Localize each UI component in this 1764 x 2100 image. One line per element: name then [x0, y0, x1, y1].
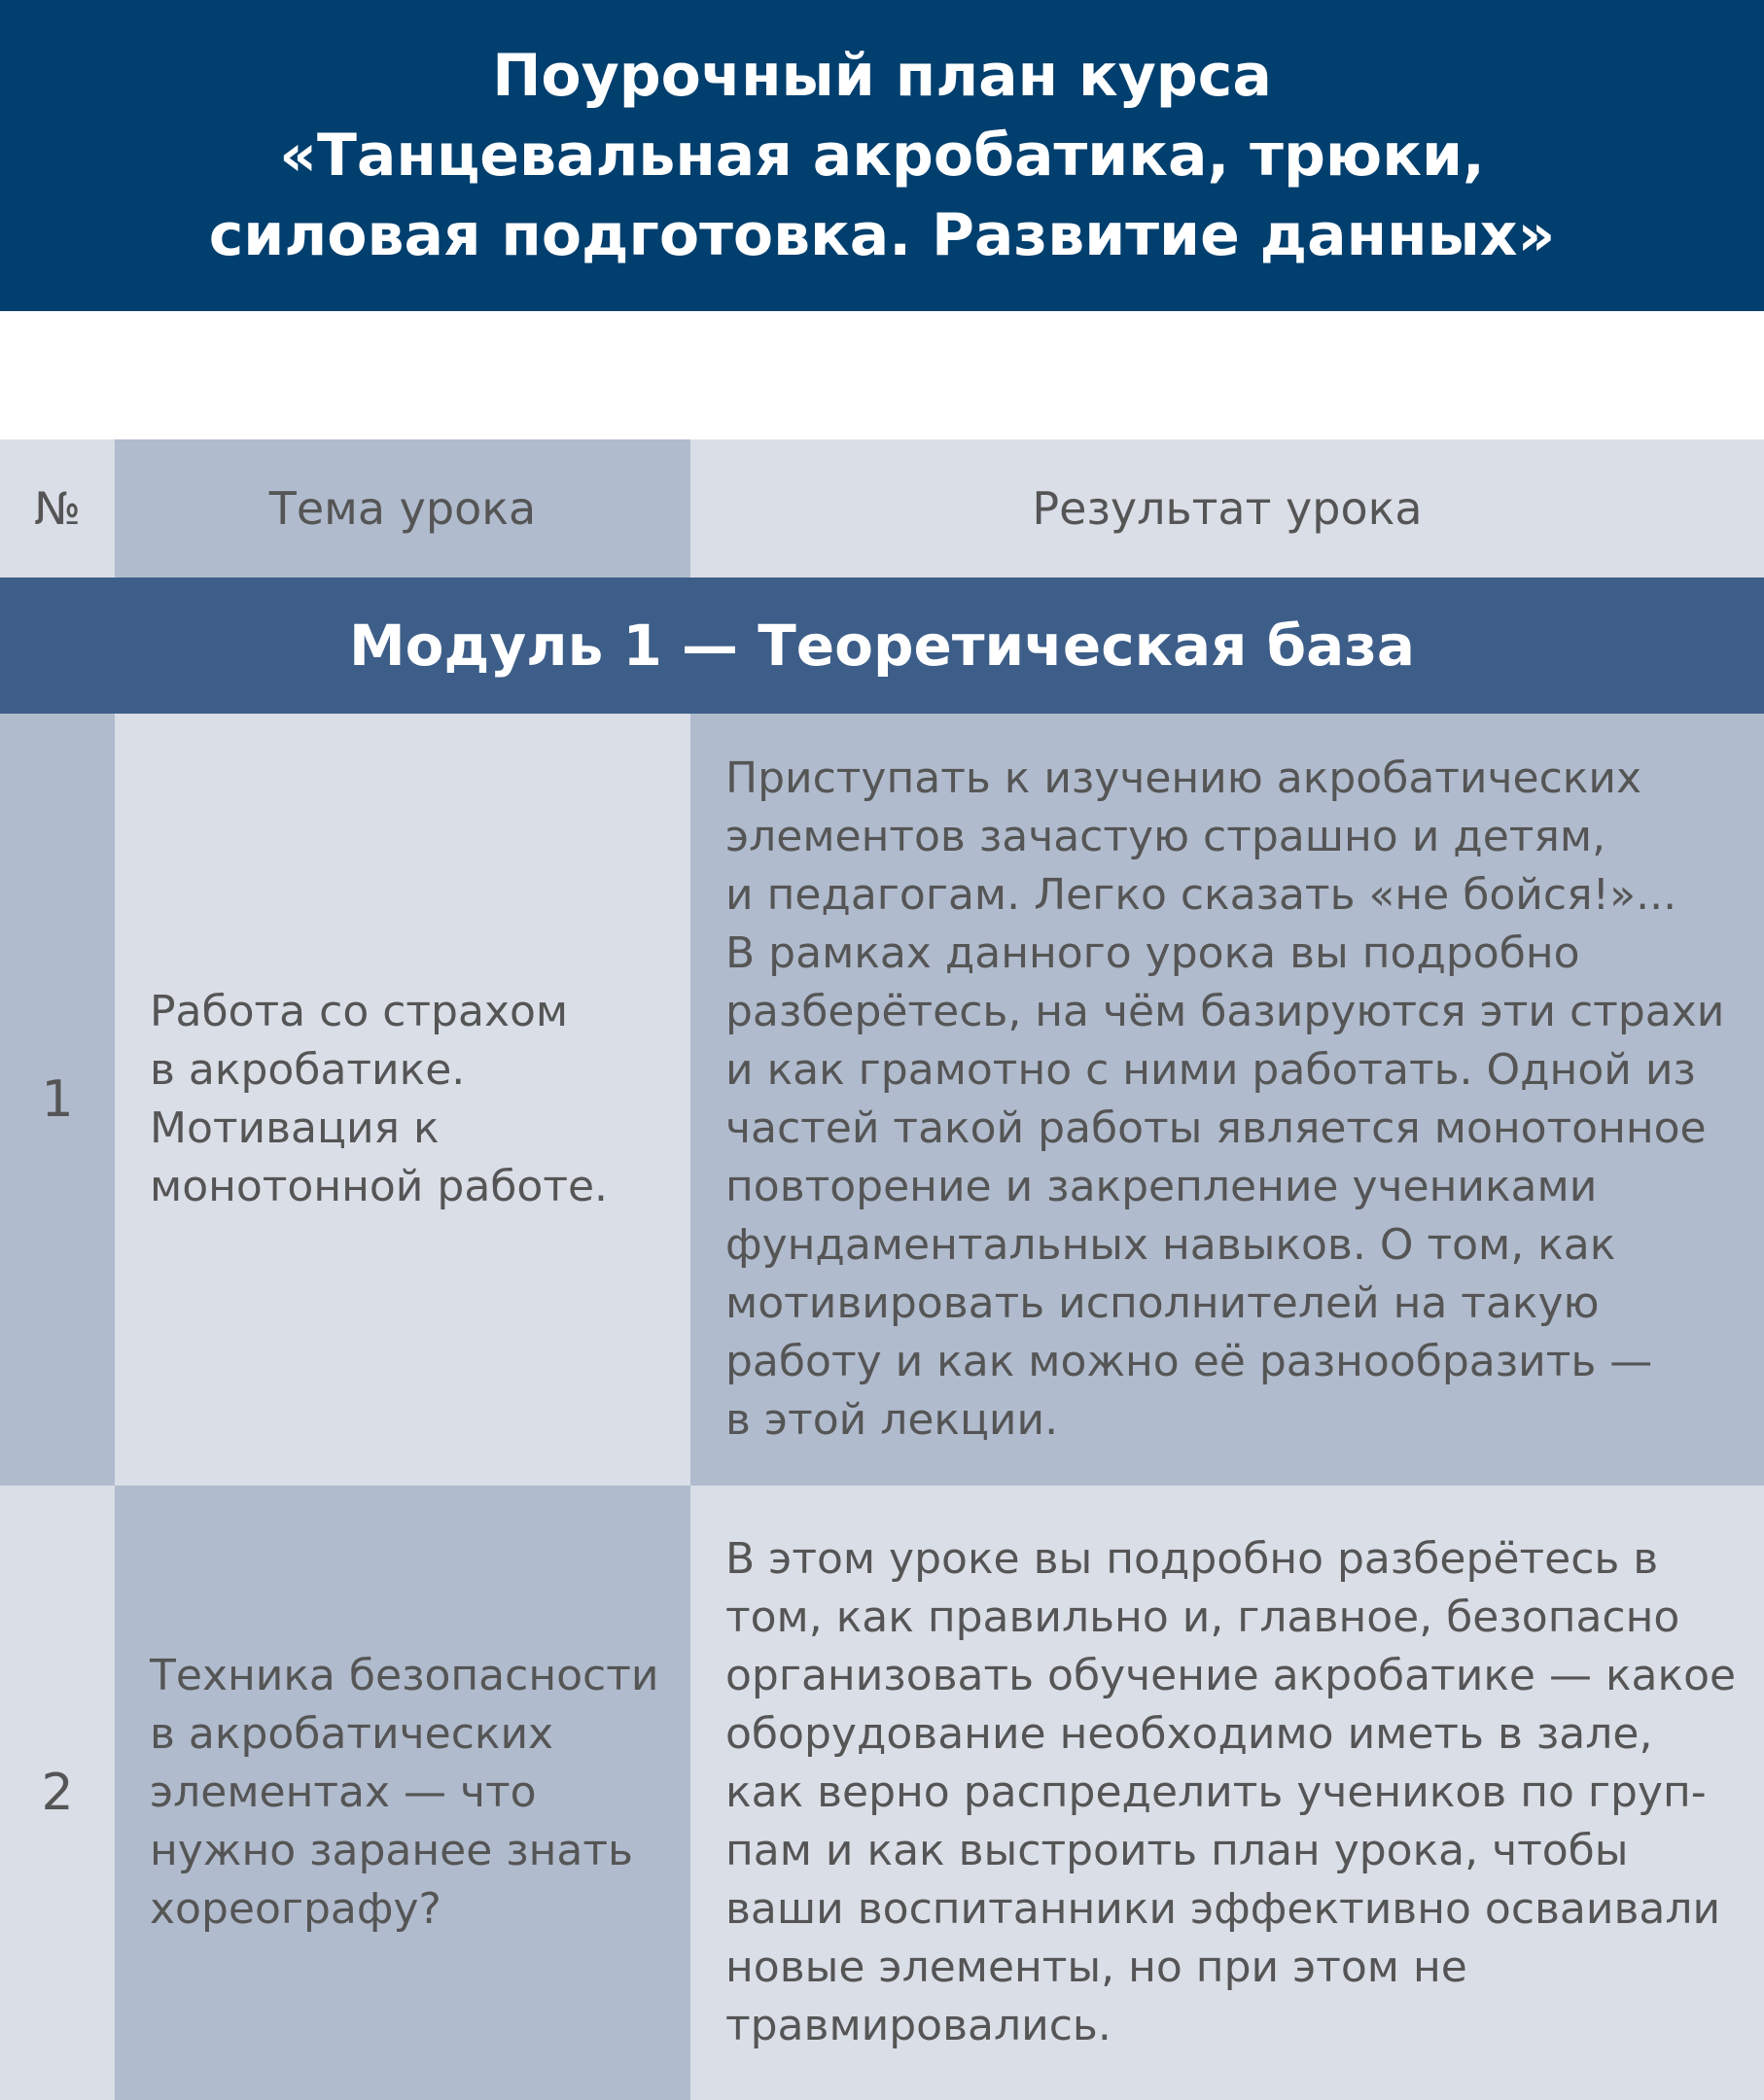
lesson-plan-table	[0, 439, 1764, 2100]
topic-line: нужно заранее знать	[150, 1826, 633, 1875]
result-line: Приступать к изучению акробатических	[725, 753, 1641, 803]
table-header-row	[0, 439, 1764, 578]
result-line: разберётесь, на чём базируются эти страхи	[725, 987, 1725, 1036]
table-row	[0, 714, 1764, 1486]
column-header-topic: Тема урока	[115, 439, 690, 578]
topic-line: монотонной работе.	[150, 1162, 609, 1211]
topic-line: Мотивация к	[150, 1103, 440, 1153]
result-line: в этой лекции.	[725, 1395, 1059, 1445]
result-line: В рамках данного урока вы подробно	[725, 928, 1580, 978]
topic-line: элементах — что	[150, 1768, 537, 1817]
topic-line: Работа со страхом	[150, 987, 569, 1036]
result-line: оборудование необходимо иметь в зале,	[725, 1709, 1653, 1759]
page-title-line-2: «Танцевальная акробатика, трюки,	[279, 122, 1485, 190]
result-line: травмировались.	[725, 2001, 1111, 2050]
column-header-number: №	[0, 439, 115, 578]
result-line: работу и как можно её разнообразить —	[725, 1337, 1653, 1386]
result-line: новые элементы, но при этом не	[725, 1942, 1467, 1992]
result-line: как верно распределить учеников по груп-	[725, 1768, 1707, 1817]
lesson-result	[690, 1486, 1764, 2100]
result-line: том, как правильно и, главное, безопасно	[725, 1592, 1680, 1642]
topic-line: Техника безопасности	[150, 1651, 659, 1700]
lesson-result	[690, 714, 1764, 1486]
result-line: организовать обучение акробатике — какое	[725, 1651, 1737, 1700]
result-line: В этом уроке вы подробно разберётесь в	[725, 1534, 1659, 1584]
result-line: ваши воспитанники эффективно осваивали	[725, 1884, 1721, 1934]
topic-line: хореографу?	[150, 1884, 441, 1934]
column-header-result: Результат урока	[690, 439, 1764, 578]
lesson-number: 2	[0, 1486, 115, 2100]
result-line: элементов зачастую страшно и детям,	[725, 812, 1606, 861]
result-line: повторение и закрепление учениками	[725, 1162, 1598, 1211]
lesson-topic	[115, 714, 690, 1486]
result-line: мотивировать исполнителей на такую	[725, 1278, 1600, 1328]
module-heading: Модуль 1 — Теоретическая база	[0, 578, 1764, 714]
result-line: фундаментальных навыков. О том, как	[725, 1220, 1616, 1270]
result-line: и как грамотно с ними работать. Одной из	[725, 1045, 1696, 1095]
topic-line: в акробатике.	[150, 1045, 466, 1095]
lesson-number: 1	[0, 714, 115, 1486]
result-line: и педагогам. Легко сказать «не бойся!»...	[725, 870, 1677, 920]
lesson-topic	[115, 1486, 690, 2100]
result-line: пам и как выстроить план урока, чтобы	[725, 1826, 1629, 1875]
title-band	[0, 0, 1764, 311]
page-title-line-3: силовая подготовка. Развитие данных»	[208, 201, 1556, 269]
result-line: частей такой работы является монотонное	[725, 1103, 1707, 1153]
topic-line: в акробатических	[150, 1709, 554, 1759]
page-title-line-1: Поурочный план курса	[492, 42, 1272, 110]
table-row	[0, 1486, 1764, 2100]
